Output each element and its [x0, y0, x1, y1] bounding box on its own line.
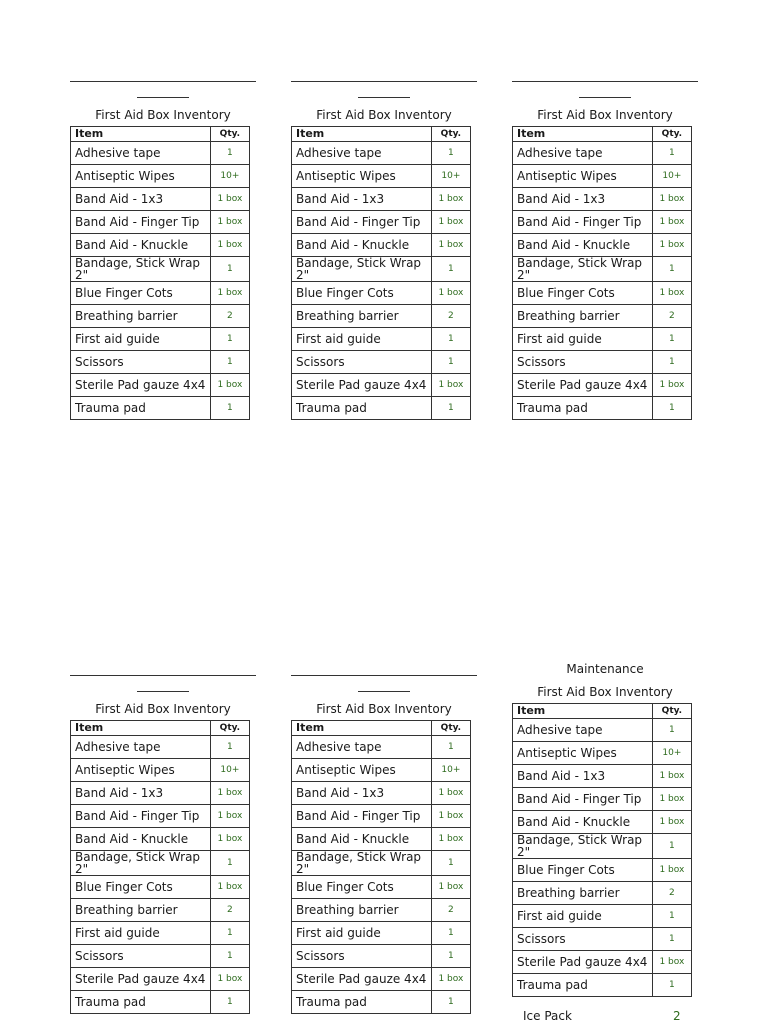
table-row: [71, 282, 250, 305]
qty-cell: 1 box: [210, 374, 249, 397]
qty-cell: 2: [431, 305, 470, 328]
qty-cell: 2: [431, 899, 470, 922]
short-line: [358, 97, 410, 98]
qty-cell: 1: [210, 851, 249, 876]
table-body: [513, 142, 692, 420]
item-cell: Blue Finger Cots: [513, 859, 653, 882]
item-cell: First aid guide: [513, 328, 653, 351]
table-row: [292, 282, 471, 305]
table-body: [513, 719, 692, 997]
table-row: [71, 188, 250, 211]
qty-cell: 1 box: [652, 859, 691, 882]
item-cell: Blue Finger Cots: [513, 282, 653, 305]
qty-cell: 2: [652, 882, 691, 905]
item-cell: Trauma pad: [292, 991, 432, 1014]
qty-cell: 1 box: [652, 211, 691, 234]
card-title: First Aid Box Inventory: [316, 702, 452, 716]
qty-cell: 1 box: [652, 811, 691, 834]
table-row: [513, 811, 692, 834]
table-row: [513, 951, 692, 974]
column-header-item: Item: [71, 127, 211, 142]
qty-cell: 1 box: [431, 234, 470, 257]
item-cell: Band Aid - Finger Tip: [292, 805, 432, 828]
column-header-item: Item: [292, 127, 432, 142]
table-row: [513, 188, 692, 211]
short-line: [579, 97, 631, 98]
qty-cell: 1: [210, 142, 249, 165]
signature-line: [291, 81, 477, 82]
column-header-item: Item: [71, 721, 211, 736]
table-row: [292, 165, 471, 188]
table-body: [292, 142, 471, 420]
item-cell: Band Aid - Knuckle: [71, 234, 211, 257]
item-cell: Scissors: [292, 351, 432, 374]
table-row: [71, 945, 250, 968]
qty-cell: 1 box: [431, 782, 470, 805]
table-body: [71, 736, 250, 1014]
inventory-table: [70, 126, 250, 420]
table-row: [513, 142, 692, 165]
signature-line: [70, 81, 256, 82]
item-cell: Band Aid - Knuckle: [292, 828, 432, 851]
item-cell: Scissors: [513, 351, 653, 374]
column-header-qty: Qty.: [210, 127, 249, 142]
qty-cell: 1: [431, 736, 470, 759]
inventory-table: [70, 720, 250, 1014]
item-cell: First aid guide: [71, 328, 211, 351]
inventory-table: [291, 720, 471, 1014]
item-cell: Blue Finger Cots: [71, 282, 211, 305]
table-row: [513, 234, 692, 257]
table-row: [513, 351, 692, 374]
qty-cell: 1: [431, 991, 470, 1014]
qty-cell: 1: [210, 397, 249, 420]
item-cell: Adhesive tape: [71, 736, 211, 759]
item-cell: Antiseptic Wipes: [292, 165, 432, 188]
qty-cell: 1 box: [431, 374, 470, 397]
column-header-item: Item: [292, 721, 432, 736]
signature-line: [512, 81, 698, 82]
qty-cell: 1: [431, 397, 470, 420]
qty-cell: 2: [210, 305, 249, 328]
qty-cell: 1: [431, 142, 470, 165]
qty-cell: 1: [210, 328, 249, 351]
qty-cell: 1 box: [210, 782, 249, 805]
item-cell: Sterile Pad gauze 4x4: [292, 968, 432, 991]
item-cell: Bandage, Stick Wrap 2": [513, 834, 653, 859]
item-cell: Band Aid - Finger Tip: [513, 211, 653, 234]
qty-cell: 1 box: [210, 876, 249, 899]
table-row: [292, 211, 471, 234]
qty-cell: 1: [431, 328, 470, 351]
signature-line: [291, 675, 477, 676]
table-row: [292, 899, 471, 922]
qty-cell: 10+: [210, 165, 249, 188]
table-row: [71, 876, 250, 899]
table-row: [292, 257, 471, 282]
short-line: [137, 97, 189, 98]
qty-cell: 1 box: [431, 805, 470, 828]
table-row: [292, 736, 471, 759]
inventory-card-4: [70, 675, 256, 1014]
table-row: [71, 374, 250, 397]
item-cell: Sterile Pad gauze 4x4: [71, 374, 211, 397]
item-cell: Antiseptic Wipes: [71, 759, 211, 782]
item-cell: Band Aid - Finger Tip: [71, 211, 211, 234]
table-row: [292, 782, 471, 805]
table-row: [513, 742, 692, 765]
qty-cell: 1 box: [431, 876, 470, 899]
item-cell: Band Aid - Finger Tip: [71, 805, 211, 828]
item-cell: Band Aid - Finger Tip: [513, 788, 653, 811]
table-row: [292, 851, 471, 876]
table-row: [513, 328, 692, 351]
qty-cell: 1: [652, 928, 691, 951]
item-cell: Scissors: [513, 928, 653, 951]
qty-cell: 1: [652, 834, 691, 859]
item-cell: First aid guide: [292, 922, 432, 945]
item-cell: First aid guide: [513, 905, 653, 928]
qty-cell: 1: [652, 719, 691, 742]
table-row: [513, 397, 692, 420]
column-header-qty: Qty.: [431, 127, 470, 142]
table-row: [513, 282, 692, 305]
item-cell: Adhesive tape: [71, 142, 211, 165]
table-row: [71, 899, 250, 922]
table-row: [292, 374, 471, 397]
qty-cell: 1: [431, 257, 470, 282]
item-cell: Scissors: [71, 351, 211, 374]
item-cell: Antiseptic Wipes: [513, 165, 653, 188]
qty-cell: 1: [210, 736, 249, 759]
item-cell: Bandage, Stick Wrap 2": [71, 851, 211, 876]
item-cell: Bandage, Stick Wrap 2": [292, 851, 432, 876]
qty-cell: 1: [652, 905, 691, 928]
item-cell: Antiseptic Wipes: [292, 759, 432, 782]
card-title: First Aid Box Inventory: [537, 108, 673, 122]
item-cell: Blue Finger Cots: [292, 876, 432, 899]
table-row: [71, 328, 250, 351]
table-row: [71, 351, 250, 374]
qty-cell: 1: [210, 922, 249, 945]
qty-cell: 1 box: [431, 282, 470, 305]
qty-cell: 10+: [431, 759, 470, 782]
item-cell: Band Aid - 1x3: [513, 188, 653, 211]
item-cell: Band Aid - 1x3: [292, 782, 432, 805]
column-header-qty: Qty.: [652, 704, 691, 719]
qty-cell: 1: [652, 397, 691, 420]
table-row: [71, 851, 250, 876]
qty-cell: 1: [652, 974, 691, 997]
inventory-card-5: [291, 675, 477, 1014]
item-cell: Adhesive tape: [292, 736, 432, 759]
table-row: [513, 859, 692, 882]
qty-cell: 1 box: [210, 805, 249, 828]
table-row: [513, 834, 692, 859]
table-row: [292, 328, 471, 351]
item-cell: Sterile Pad gauze 4x4: [71, 968, 211, 991]
qty-cell: 1 box: [652, 374, 691, 397]
card-title: First Aid Box Inventory: [316, 108, 452, 122]
table-row: [292, 828, 471, 851]
qty-cell: 1: [210, 351, 249, 374]
table-row: [292, 805, 471, 828]
item-cell: Adhesive tape: [513, 719, 653, 742]
item-cell: Bandage, Stick Wrap 2": [513, 257, 653, 282]
column-header-item: Item: [513, 704, 653, 719]
card-title: First Aid Box Inventory: [95, 108, 231, 122]
item-cell: Blue Finger Cots: [292, 282, 432, 305]
table-row: [292, 305, 471, 328]
qty-cell: 1: [210, 991, 249, 1014]
item-cell: Trauma pad: [513, 397, 653, 420]
table-row: [292, 142, 471, 165]
table-row: [71, 828, 250, 851]
table-row: [71, 397, 250, 420]
item-cell: Band Aid - 1x3: [71, 188, 211, 211]
table-row: [292, 876, 471, 899]
item-cell: First aid guide: [292, 328, 432, 351]
inventory-card-6: [512, 662, 698, 997]
card-title: First Aid Box Inventory: [537, 685, 673, 699]
item-cell: Band Aid - Knuckle: [71, 828, 211, 851]
table-row: [292, 968, 471, 991]
item-cell: Adhesive tape: [513, 142, 653, 165]
table-row: [513, 305, 692, 328]
item-cell: Band Aid - 1x3: [513, 765, 653, 788]
item-cell: Breathing barrier: [71, 899, 211, 922]
table-row: [71, 305, 250, 328]
table-row: [513, 719, 692, 742]
column-header-qty: Qty.: [210, 721, 249, 736]
table-row: [292, 759, 471, 782]
qty-cell: 1 box: [652, 234, 691, 257]
item-cell: Trauma pad: [71, 397, 211, 420]
inventory-card-3: [512, 81, 698, 420]
qty-cell: 1 box: [431, 968, 470, 991]
table-row: [71, 165, 250, 188]
table-row: [71, 782, 250, 805]
inventory-table: [512, 126, 692, 420]
table-row: [71, 211, 250, 234]
item-cell: Trauma pad: [513, 974, 653, 997]
short-line: [137, 691, 189, 692]
item-cell: Breathing barrier: [71, 305, 211, 328]
table-row: [292, 922, 471, 945]
table-row: [292, 397, 471, 420]
qty-cell: 1 box: [652, 788, 691, 811]
item-cell: Antiseptic Wipes: [513, 742, 653, 765]
item-cell: Adhesive tape: [292, 142, 432, 165]
qty-cell: 10+: [210, 759, 249, 782]
table-row: [513, 928, 692, 951]
qty-cell: 1 box: [210, 234, 249, 257]
inventory-card-2: [291, 81, 477, 420]
qty-cell: 1: [652, 351, 691, 374]
card-title: First Aid Box Inventory: [95, 702, 231, 716]
qty-cell: 1: [431, 945, 470, 968]
item-cell: Band Aid - Knuckle: [513, 234, 653, 257]
extra-row-item: Ice Pack: [523, 1009, 572, 1023]
inventory-table: [291, 126, 471, 420]
qty-cell: 1: [210, 945, 249, 968]
table-row: [513, 765, 692, 788]
qty-cell: 1 box: [431, 188, 470, 211]
qty-cell: 1: [652, 142, 691, 165]
column-header-qty: Qty.: [652, 127, 691, 142]
item-cell: Bandage, Stick Wrap 2": [292, 257, 432, 282]
qty-cell: 1: [210, 257, 249, 282]
item-cell: Trauma pad: [71, 991, 211, 1014]
table-row: [71, 922, 250, 945]
item-cell: Band Aid - Finger Tip: [292, 211, 432, 234]
table-row: [292, 234, 471, 257]
table-row: [71, 968, 250, 991]
item-cell: Sterile Pad gauze 4x4: [292, 374, 432, 397]
qty-cell: 1: [652, 328, 691, 351]
item-cell: Breathing barrier: [513, 305, 653, 328]
table-row: [292, 351, 471, 374]
table-row: [71, 759, 250, 782]
table-row: [513, 882, 692, 905]
table-row: [513, 974, 692, 997]
item-cell: Breathing barrier: [292, 305, 432, 328]
short-line: [358, 691, 410, 692]
qty-cell: 10+: [652, 742, 691, 765]
table-row: [513, 374, 692, 397]
qty-cell: 1 box: [652, 282, 691, 305]
qty-cell: 1 box: [431, 828, 470, 851]
signature-line: [70, 675, 256, 676]
item-cell: Trauma pad: [292, 397, 432, 420]
qty-cell: 1 box: [652, 765, 691, 788]
table-row: [292, 991, 471, 1014]
item-cell: First aid guide: [71, 922, 211, 945]
qty-cell: 2: [652, 305, 691, 328]
table-row: [71, 234, 250, 257]
table-row: [292, 945, 471, 968]
table-row: [71, 805, 250, 828]
table-row: [292, 188, 471, 211]
table-row: [513, 257, 692, 282]
qty-cell: 1 box: [210, 968, 249, 991]
item-cell: Band Aid - Knuckle: [513, 811, 653, 834]
extra-row-qty: 2: [673, 1009, 681, 1023]
item-cell: Breathing barrier: [513, 882, 653, 905]
item-cell: Blue Finger Cots: [71, 876, 211, 899]
column-header-qty: Qty.: [431, 721, 470, 736]
table-body: [71, 142, 250, 420]
item-cell: Sterile Pad gauze 4x4: [513, 374, 653, 397]
qty-cell: 1: [431, 922, 470, 945]
table-row: [513, 905, 692, 928]
qty-cell: 1 box: [652, 188, 691, 211]
table-row: [513, 165, 692, 188]
table-row: [71, 142, 250, 165]
qty-cell: 1 box: [431, 211, 470, 234]
qty-cell: 1 box: [210, 211, 249, 234]
table-row: [71, 257, 250, 282]
inventory-card-1: [70, 81, 256, 420]
table-body: [292, 736, 471, 1014]
qty-cell: 1 box: [210, 828, 249, 851]
item-cell: Antiseptic Wipes: [71, 165, 211, 188]
qty-cell: 1 box: [210, 282, 249, 305]
item-cell: Band Aid - 1x3: [71, 782, 211, 805]
qty-cell: 1: [431, 351, 470, 374]
qty-cell: 10+: [431, 165, 470, 188]
table-row: [513, 788, 692, 811]
qty-cell: 1 box: [652, 951, 691, 974]
table-row: [71, 736, 250, 759]
inventory-table: [512, 703, 692, 997]
qty-cell: 2: [210, 899, 249, 922]
qty-cell: 1: [652, 257, 691, 282]
item-cell: Band Aid - 1x3: [292, 188, 432, 211]
column-header-item: Item: [513, 127, 653, 142]
item-cell: Scissors: [71, 945, 211, 968]
item-cell: Sterile Pad gauze 4x4: [513, 951, 653, 974]
item-cell: Scissors: [292, 945, 432, 968]
qty-cell: 10+: [652, 165, 691, 188]
qty-cell: 1: [431, 851, 470, 876]
table-row: [71, 991, 250, 1014]
card-pretitle: Maintenance: [566, 662, 644, 676]
item-cell: Bandage, Stick Wrap 2": [71, 257, 211, 282]
item-cell: Breathing barrier: [292, 899, 432, 922]
item-cell: Band Aid - Knuckle: [292, 234, 432, 257]
qty-cell: 1 box: [210, 188, 249, 211]
table-row: [513, 211, 692, 234]
